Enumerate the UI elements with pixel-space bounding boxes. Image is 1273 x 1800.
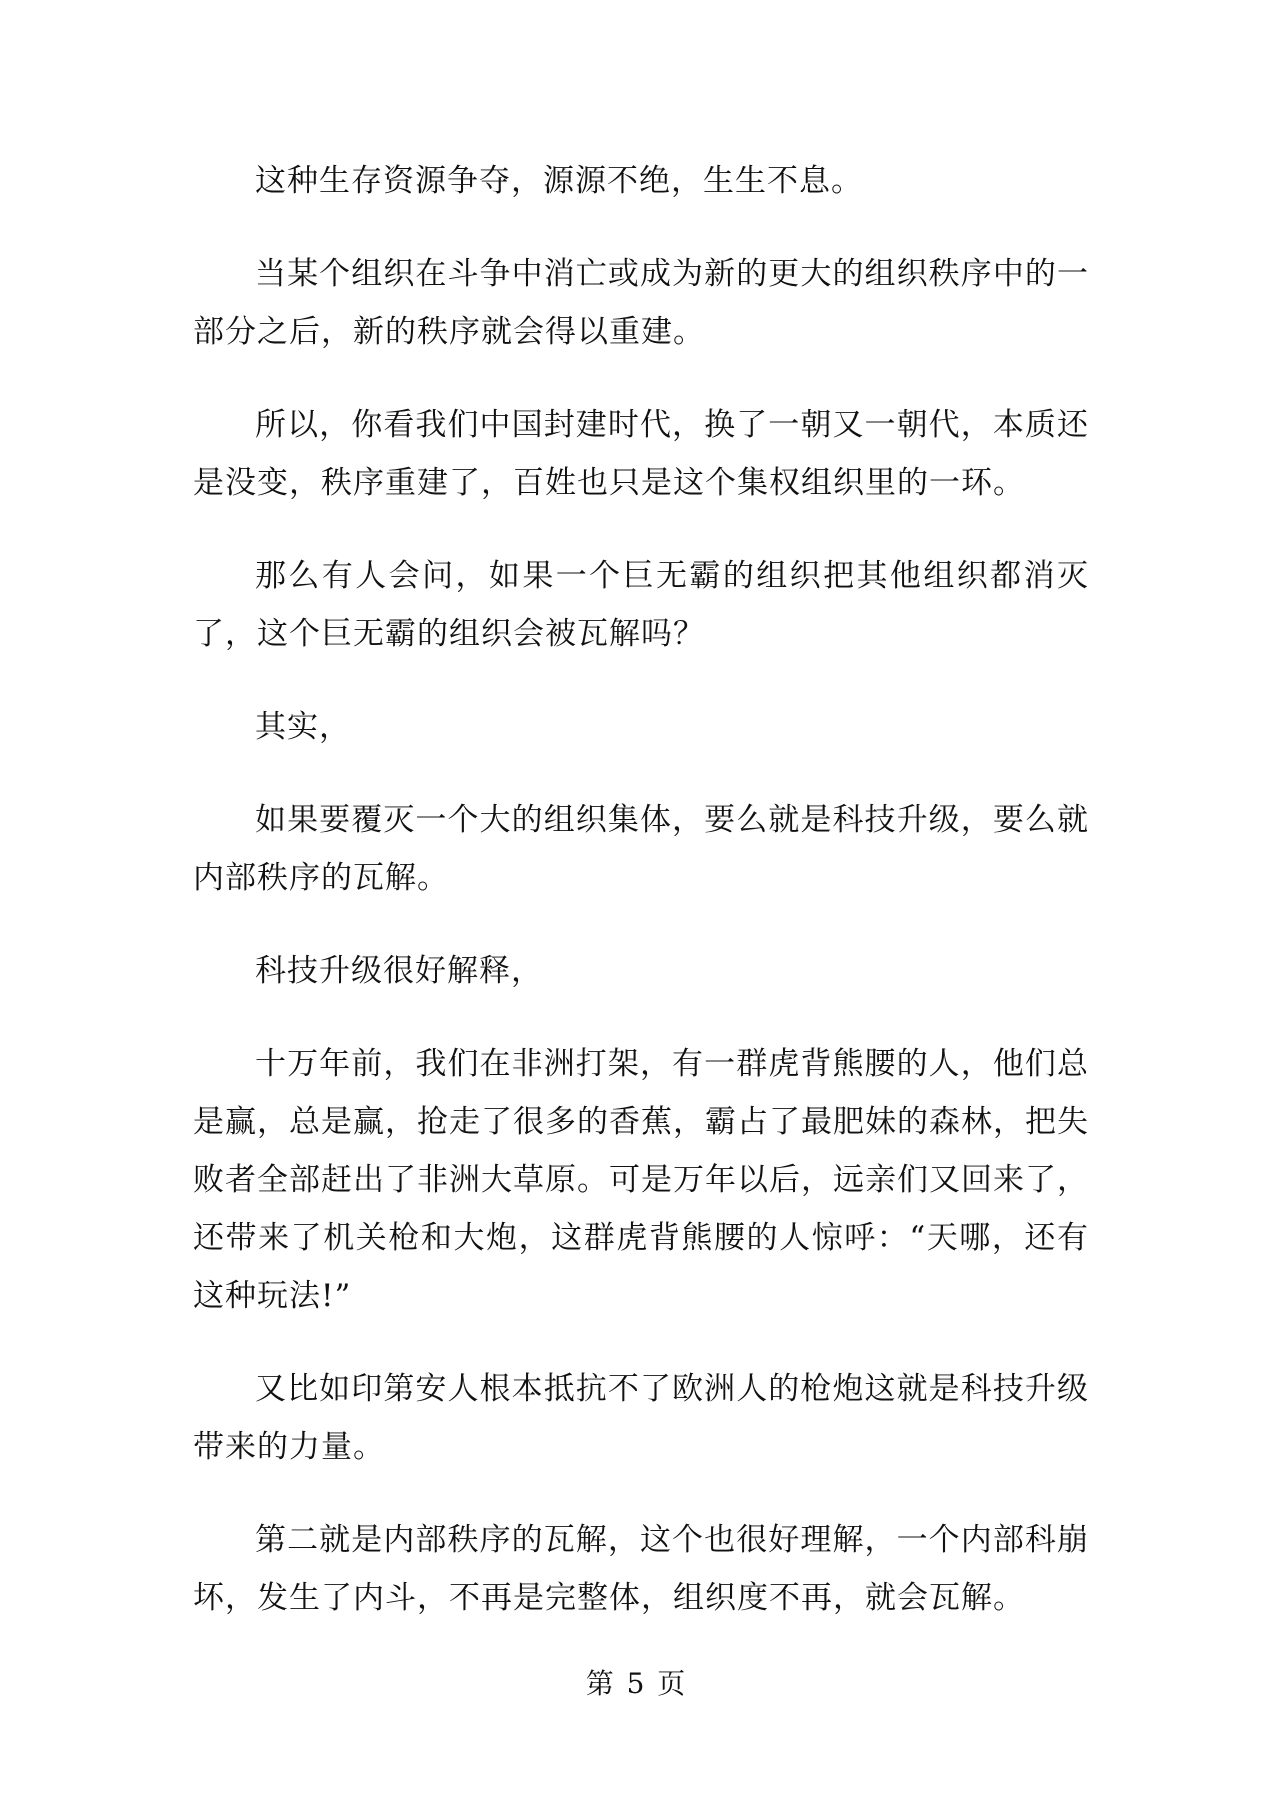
paragraph-6: 如果要覆灭一个大的组织集体，要么就是科技升级，要么就内部秩序的瓦解。 bbox=[193, 802, 1089, 896]
paragraph-4: 那么有人会问，如果一个巨无霸的组织把其他组织都消灭了，这个巨无霸的组织会被瓦解吗？ bbox=[193, 558, 1089, 652]
paragraph-8: 十万年前，我们在非洲打架，有一群虎背熊腰的人，他们总是赢，总是赢，抢走了很多的香蕉，霸占了最肥妹的森林，把失败者全部赶出了非洲大草原。可是万年以后，远亲们又回来了，还带来了机关枪和大炮，这群虎背熊腰的人惊呼：“天哪，还有这种玩法!” bbox=[193, 1046, 1089, 1314]
paragraph-7: 科技升级很好解释， bbox=[255, 953, 543, 989]
paragraph-2: 当某个组织在斗争中消亡或成为新的更大的组织秩序中的一部分之后，新的秩序就会得以重建。 bbox=[193, 256, 1089, 350]
paragraph-3: 所以，你看我们中国封建时代，换了一朝又一朝代，本质还是没变，秩序重建了，百姓也只是这个集权组织里的一环。 bbox=[193, 407, 1089, 501]
paragraph-9: 又比如印第安人根本抵抗不了欧洲人的枪炮这就是科技升级带来的力量。 bbox=[193, 1371, 1089, 1465]
page-number: 第 5 页 bbox=[585, 1667, 688, 1700]
paragraph-10: 第二就是内部秩序的瓦解，这个也很好理解，一个内部科崩坏，发生了内斗，不再是完整体，组织度不再，就会瓦解。 bbox=[193, 1522, 1089, 1616]
paragraph-1: 这种生存资源争夺，源源不绝，生生不息。 bbox=[255, 163, 863, 199]
paragraph-5: 其实， bbox=[255, 709, 351, 745]
document-body bbox=[193, 152, 1089, 1662]
